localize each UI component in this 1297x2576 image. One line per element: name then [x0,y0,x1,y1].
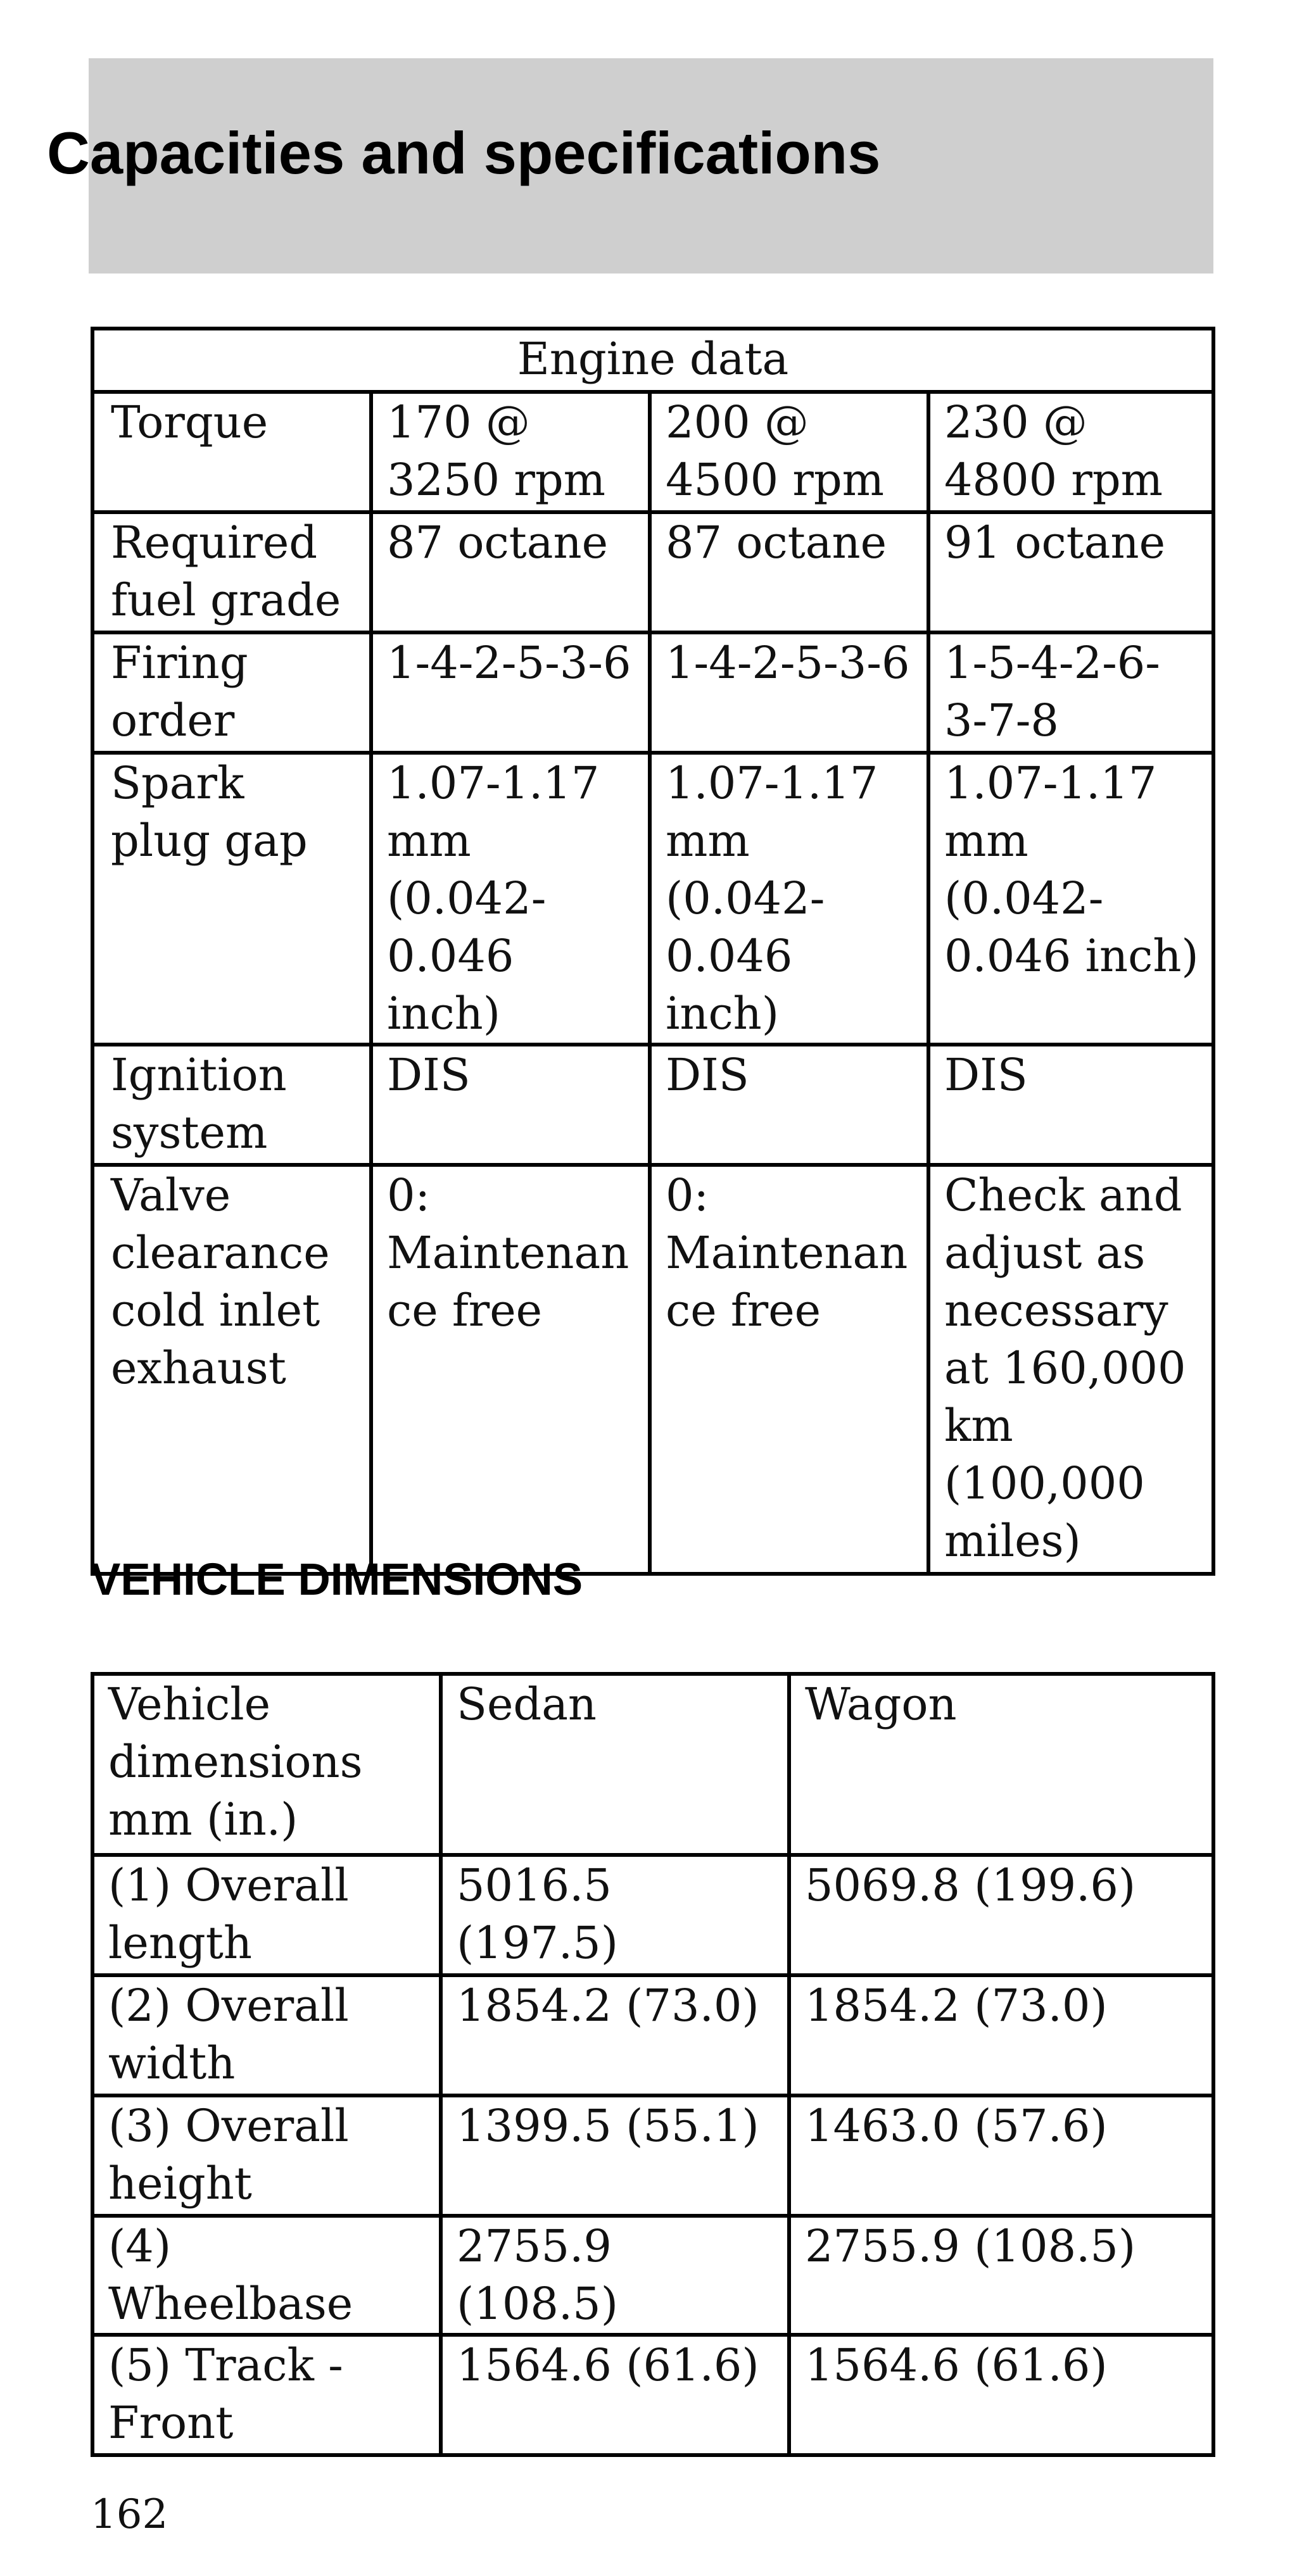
table-row [92,2335,1213,2455]
table-cell: 1564.6 (61.6) [789,2335,1213,2455]
table-row [92,512,1213,632]
table-cell: 0: Maintenance free [650,1165,928,1574]
table-row [92,1165,1213,1574]
table-cell: 2755.9 (108.5) [789,2216,1213,2335]
table-cell: 200 @ 4500 rpm [650,392,928,512]
table-cell: 2755.9 (108.5) [441,2216,789,2335]
row-label-wheelbase: (4) Wheelbase [92,2216,441,2335]
table-cell: 87 octane [371,512,650,632]
row-label-spark-plug-gap: Spark plug gap [92,753,371,1045]
table-row [92,1855,1213,1975]
engine-data-table [91,327,1215,1576]
row-label-valve-clearance: Valve clearance cold inlet exhaust [92,1165,371,1574]
table-cell: 1854.2 (73.0) [789,1975,1213,2095]
table-cell: 1.07-1.17 mm (0.042-0.046 inch) [371,753,650,1045]
row-label-ignition-system: Ignition system [92,1045,371,1165]
table-cell: 91 octane [928,512,1213,632]
table-cell: 87 octane [650,512,928,632]
page-number: 162 [91,2491,168,2538]
table-row [92,2095,1213,2216]
table-cell: 170 @ 3250 rpm [371,392,650,512]
row-label-overall-height: (3) Overall height [92,2095,441,2216]
vehicle-dimensions-table [91,1672,1215,2457]
page-title: Capacities and specifications [47,120,881,186]
table-row [92,632,1213,753]
table-row [92,2216,1213,2335]
table-cell: 1463.0 (57.6) [789,2095,1213,2216]
column-header: Sedan [441,1674,789,1855]
table-cell: 5069.8 (199.6) [789,1855,1213,1975]
table-header-row [92,1674,1213,1855]
table-cell: 230 @ 4800 rpm [928,392,1213,512]
section-heading-vehicle-dimensions: VEHICLE DIMENSIONS [91,1555,583,1605]
table-cell: 1-4-2-5-3-6 [371,632,650,753]
table-cell: 1854.2 (73.0) [441,1975,789,2095]
engine-table-caption-row [92,329,1213,392]
table-cell: 1-4-2-5-3-6 [650,632,928,753]
table-cell: 1.07-1.17 mm (0.042-0.046 inch) [928,753,1213,1045]
table-cell: Check and adjust as necessary at 160,000 km (100,000 miles) [928,1165,1213,1574]
column-header: Vehicle dimensions mm (in.) [92,1674,441,1855]
table-cell: DIS [928,1045,1213,1165]
row-label-overall-width: (2) Overall width [92,1975,441,2095]
table-cell: 0: Maintenance free [371,1165,650,1574]
row-label-fuel-grade: Required fuel grade [92,512,371,632]
engine-table-caption: Engine data [92,329,1213,392]
table-cell: 1399.5 (55.1) [441,2095,789,2216]
table-cell: 1.07-1.17 mm (0.042-0.046 inch) [650,753,928,1045]
table-row [92,1045,1213,1165]
table-cell: DIS [650,1045,928,1165]
table-row [92,392,1213,512]
row-label-firing-order: Firing order [92,632,371,753]
row-label-torque: Torque [92,392,371,512]
table-cell: DIS [371,1045,650,1165]
column-header: Wagon [789,1674,1213,1855]
row-label-track-front: (5) Track - Front [92,2335,441,2455]
row-label-overall-length: (1) Overall length [92,1855,441,1975]
table-cell: 5016.5 (197.5) [441,1855,789,1975]
table-row [92,753,1213,1045]
table-cell: 1564.6 (61.6) [441,2335,789,2455]
table-row [92,1975,1213,2095]
table-cell: 1-5-4-2-6-3-7-8 [928,632,1213,753]
